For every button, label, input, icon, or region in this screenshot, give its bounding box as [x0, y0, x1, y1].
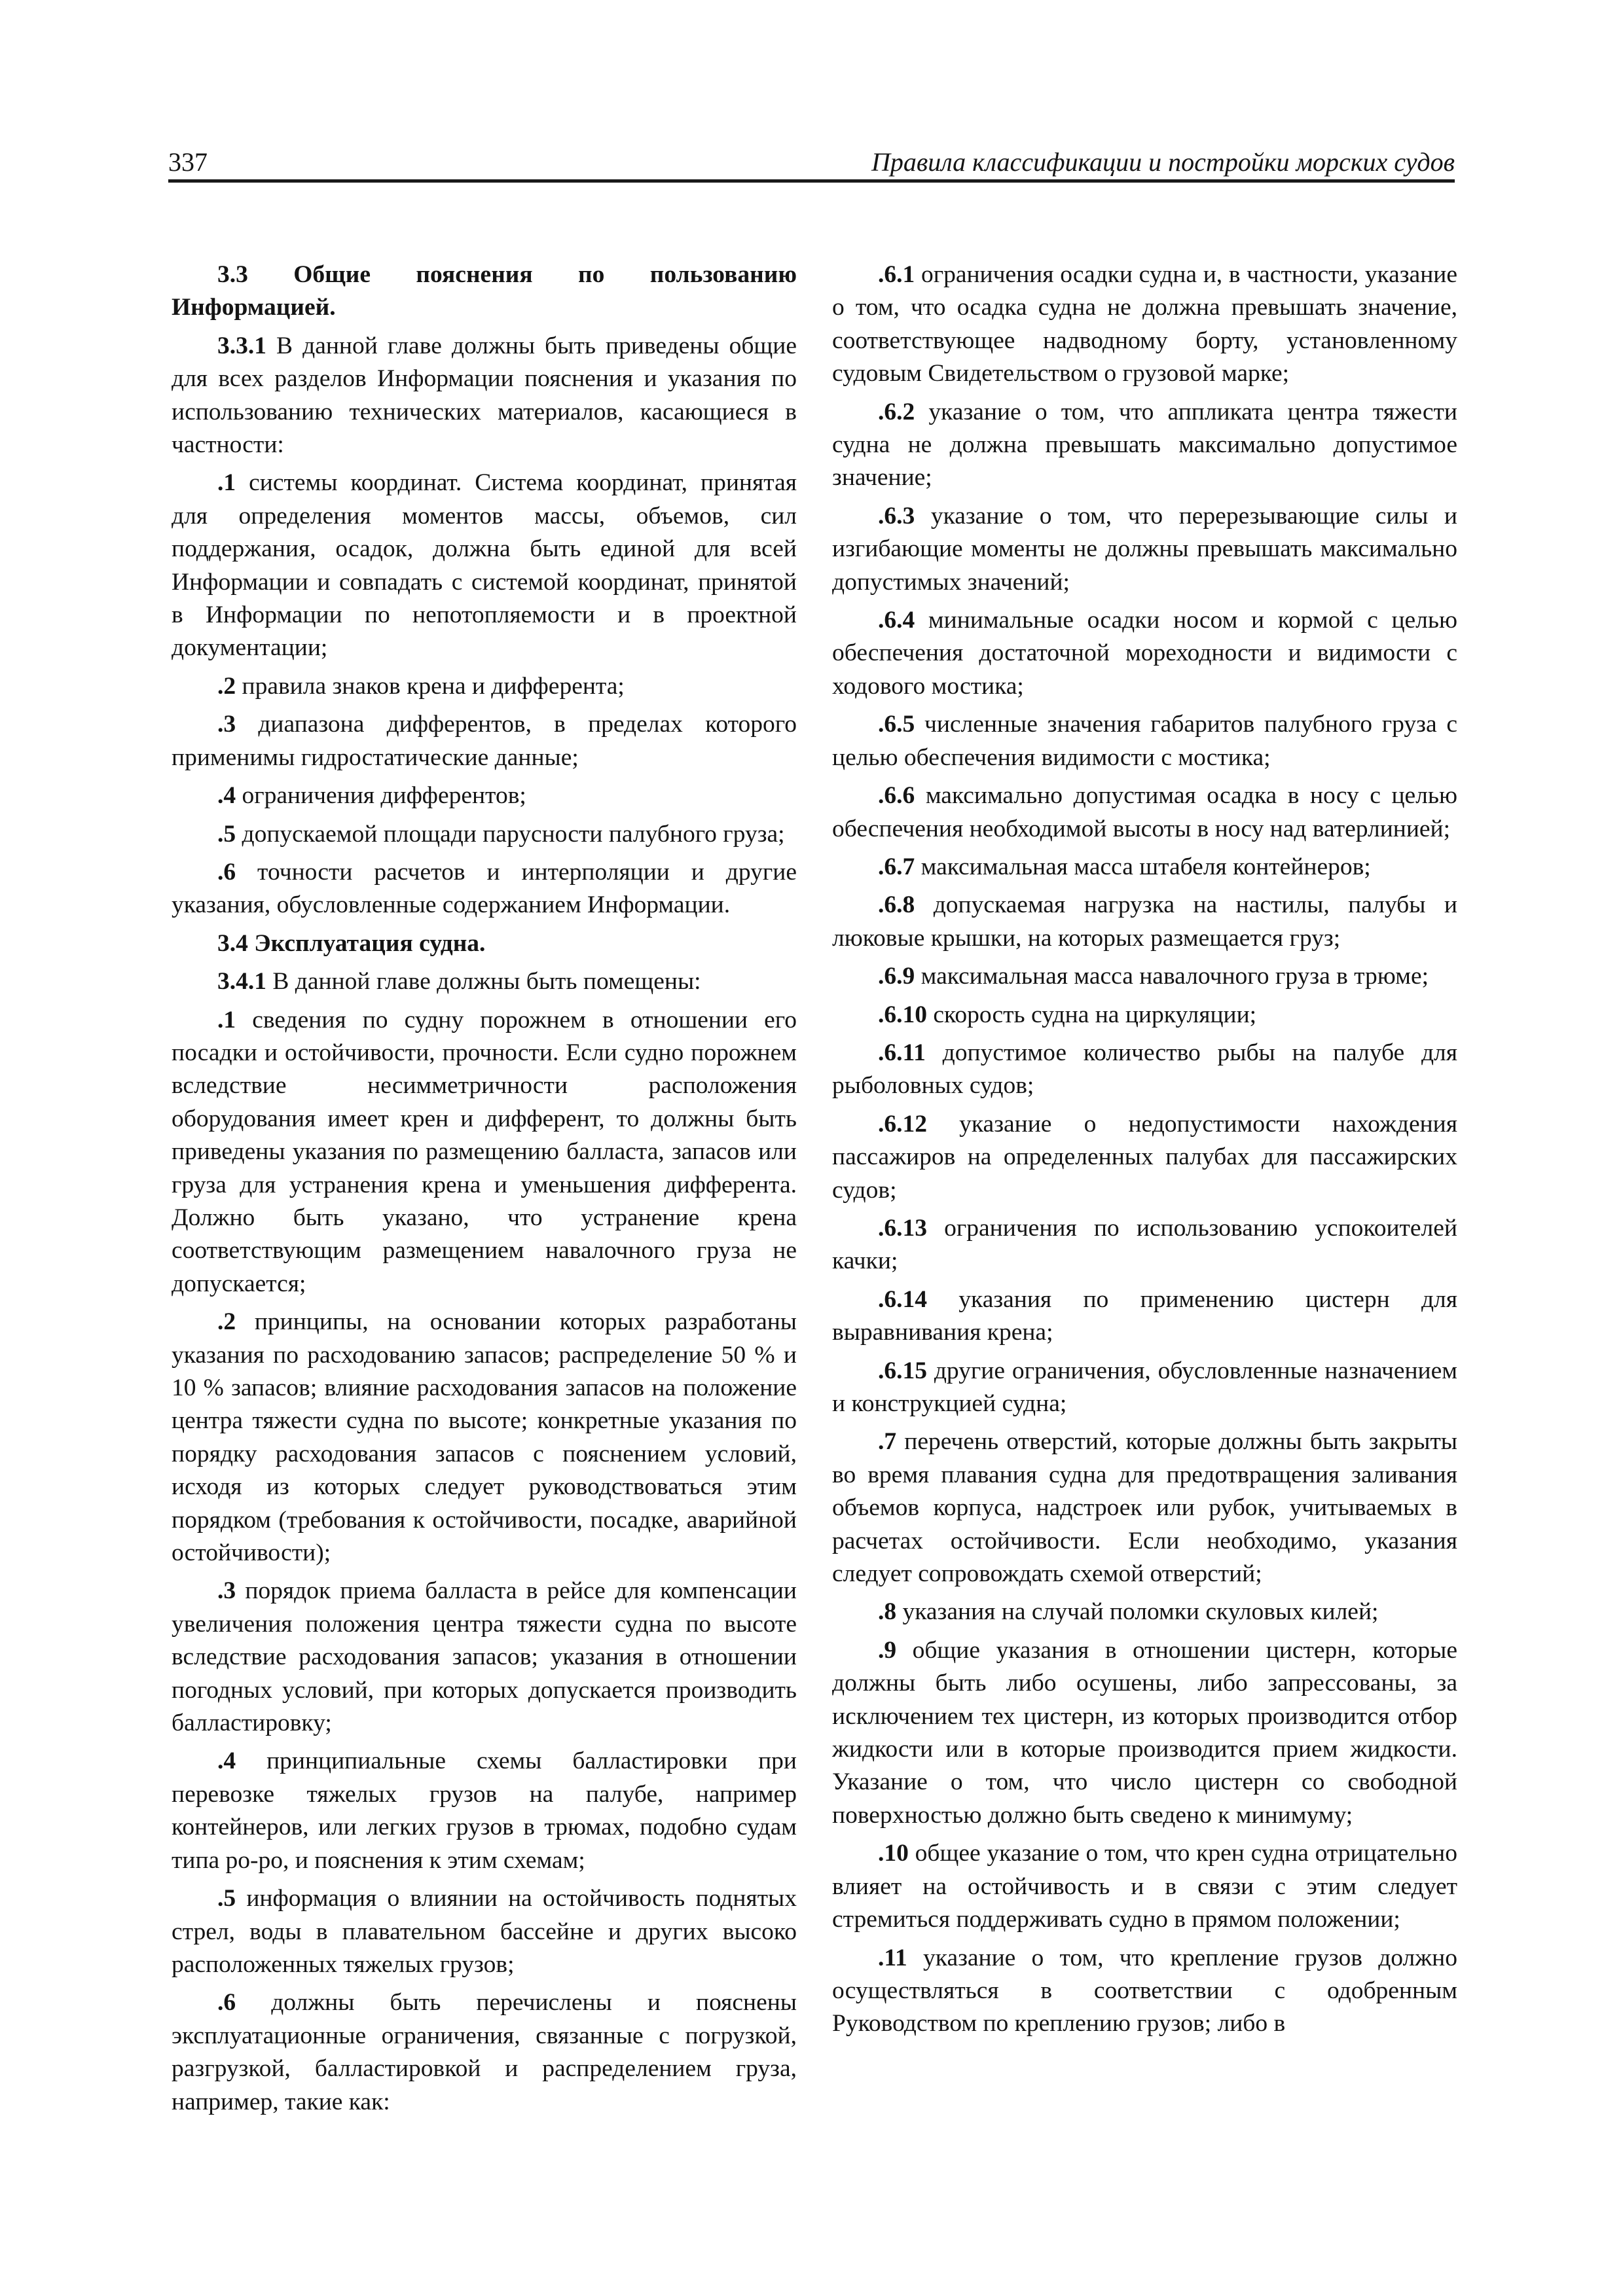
list-item: .1 сведения по судну порожнем в отношении его посадки и остойчивости, прочности. Если судно порожнем вследствие несимметричности расположения оборудования имеет крен и дифферент, то должны быть приведены указания по размещению балласта, запасов или груза для устранения крена и уменьшения дифферента. Должно быть указано, что устранение крена соответствующим размещением навалочного груза не допускается;	[172, 1006, 797, 1297]
paragraph-3-4-1: 3.4.1 В данной главе должны быть помещены:	[217, 968, 701, 996]
left-column	[172, 259, 797, 2119]
list-item: .6.4 минимальные осадки носом и кормой с целью обеспечения достаточной мореходности и видимости с ходового мостика;	[832, 607, 1457, 700]
list-item: .6.5 численные значения габаритов палубного груза с целью обеспечения видимости с мостика;	[832, 711, 1457, 771]
list-item: .6.6 максимально допустимая осадка в носу с целью обеспечения необходимой высоты в носу над ватерлинией;	[832, 782, 1457, 842]
section-heading-3-3: 3.3 Общие пояснения по пользованию Информацией.	[172, 261, 797, 321]
list-item: .6.10 скорость судна на циркуляции;	[878, 1001, 1257, 1028]
right-column	[832, 259, 1457, 2041]
list-item: .6.15 другие ограничения, обусловленные назначением и конструкцией судна;	[832, 1357, 1457, 1417]
page-number: 337	[168, 147, 208, 177]
list-item: .4 ограничения дифферентов;	[217, 782, 526, 810]
list-item: .3 диапазона дифферентов, в пределах которого применимы гидростатические данные;	[172, 711, 797, 771]
list-item: .4 принципиальные схемы балластировки при перевозке тяжелых грузов на палубе, например контейнеров, или легких грузов в трюмах, подобно судам типа ро-ро, и пояснения к этим схемам;	[172, 1748, 797, 1874]
list-item: .7 перечень отверстий, которые должны быть закрыты во время плавания судна для предотвращения заливания объемов корпуса, надстроек или рубок, учитываемых в расчетах остойчивости. Если необходимо, указания следует сопровождать схемой отверстий;	[832, 1428, 1457, 1588]
running-title: Правила классификации и постройки морских судов	[871, 147, 1455, 177]
section-heading-3-4: 3.4 Эксплуатация судна.	[217, 929, 486, 957]
list-item: .11 указание о том, что крепление грузов должно осуществляться в соответствии с одобренным Руководством по креплению грузов; либо в	[832, 1944, 1457, 2037]
list-item: .3 порядок приема балласта в рейсе для компенсации увеличения положения центра тяжести судна по высоте вследствие расходования запасов; указания в отношении погодных условий, при которых допускается производить балластировку;	[172, 1577, 797, 1737]
page-header	[168, 145, 1455, 183]
paragraph-3-3-1: 3.3.1 В данной главе должны быть приведены общие для всех разделов Информации пояснения и указания по использованию технических материалов, касающиеся в частности:	[172, 332, 797, 459]
list-item: .6.3 указание о том, что перерезывающие силы и изгибающие моменты не должны превышать максимально допустимых значений;	[832, 502, 1457, 596]
list-item: .5 информация о влиянии на остойчивость поднятых стрел, воды в плавательном бассейне и других высоко расположенных тяжелых грузов;	[172, 1885, 797, 1978]
list-item: .6.9 максимальная масса навалочного груза в трюме;	[878, 963, 1429, 990]
list-item: .6.1 ограничения осадки судна и, в частности, указание о том, что осадка судна не должна превышать значение, соответствующее надводному борту, установленному судовым Свидетельством о грузовой марке;	[832, 261, 1457, 387]
list-item: .6 должны быть перечислены и пояснены эксплуатационные ограничения, связанные с погрузкой, разгрузкой, балластировкой и распределением груза, например, такие как:	[172, 1989, 797, 2115]
list-item: .6.11 допустимое количество рыбы на палубе для рыболовных судов;	[832, 1039, 1457, 1100]
list-item: .10 общее указание о том, что крен судна отрицательно влияет на остойчивость и в связи с этим следует стремиться поддерживать судно в прямом положении;	[832, 1840, 1457, 1933]
list-item: .6.8 допускаемая нагрузка на настилы, палубы и люковые крышки, на которых размещается груз;	[832, 891, 1457, 952]
list-item: .9 общие указания в отношении цистерн, которые должны быть либо осушены, либо запрессованы, за исключением тех цистерн, из которых производится отбор жидкости или в которые производится прием жидкости. Указание о том, что число цистерн со свободной поверхностью должно быть сведено к минимуму;	[832, 1636, 1457, 1829]
list-item: .6.7 максимальная масса штабеля контейнеров;	[878, 853, 1371, 880]
list-item: .2 принципы, на основании которых разработаны указания по расходованию запасов; распределение 50 % и 10 % запасов; влияние расходования запасов на положение центра тяжести судна по высоте; конкретные указания по порядку расходования запасов с пояснением условий, исходя из которых следует руководствоваться этим порядком (требования к остойчивости, посадке, аварийной остойчивости);	[172, 1308, 797, 1567]
list-item: .2 правила знаков крена и дифферента;	[217, 672, 625, 700]
list-item: .6.14 указания по применению цистерн для выравнивания крена;	[832, 1285, 1457, 1346]
list-item: .6.13 ограничения по использованию успокоителей качки;	[832, 1214, 1457, 1275]
list-item: .8 указания на случай поломки скуловых килей;	[878, 1598, 1379, 1626]
list-item: .5 допускаемой площади парусности палубного груза;	[217, 820, 785, 848]
list-item: .6 точности расчетов и интерполяции и другие указания, обусловленные содержанием Информации.	[172, 858, 797, 919]
list-item: .6.2 указание о том, что аппликата центра тяжести судна не должна превышать максимально допустимое значение;	[832, 398, 1457, 492]
list-item: .6.12 указание о недопустимости нахождения пассажиров на определенных палубах для пассажирских судов;	[832, 1110, 1457, 1204]
list-item: .1 системы координат. Система координат, принятая для определения моментов массы, объемов, сил поддержания, осадок, должна быть единой для всей Информации и совпадать с системой координат, принятой в Информации по непотопляемости и в проектной документации;	[172, 469, 797, 662]
